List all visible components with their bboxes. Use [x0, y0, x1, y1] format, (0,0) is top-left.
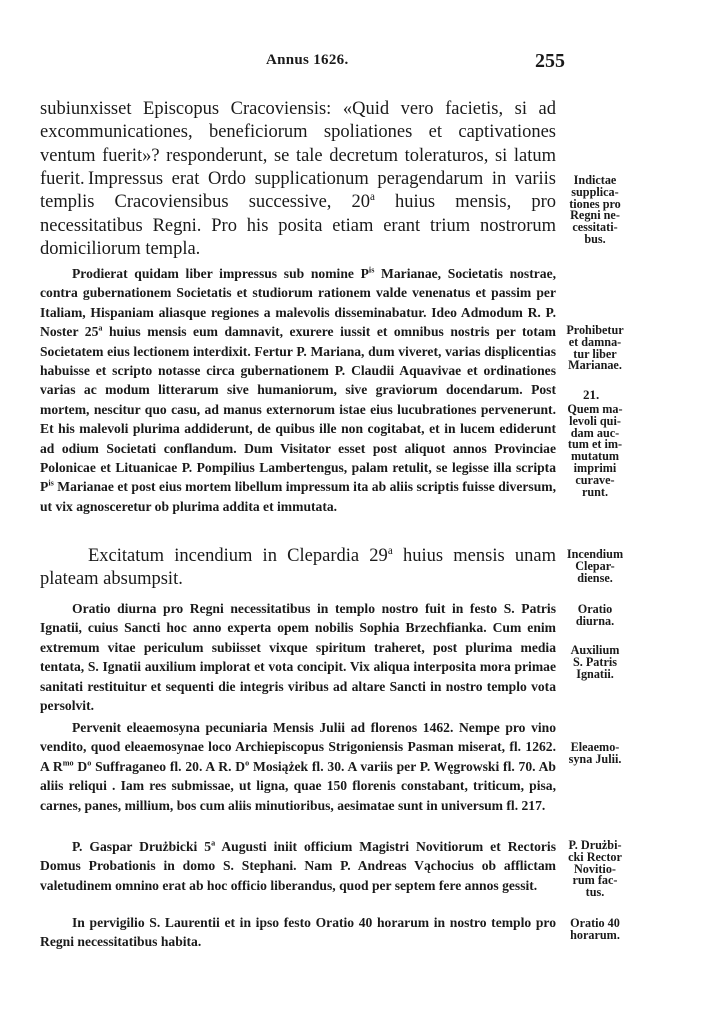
paragraph-7 [40, 837, 556, 895]
paragraph-1-text: subiunxisset Episcopus Cracoviensis: «Quid vero facietis, si ad excommunicationes, beneficiorum spoliationes et captivationes ventum fuerit»? responderunt, se tale decretum toleraturos, si latum fuerit. [40, 99, 556, 190]
paragraph-6-sup-1: mo [62, 758, 74, 768]
paragraph-4-sup: a [387, 544, 393, 557]
paragraph-7-sup: a [211, 838, 216, 848]
margin-note-supplications: Indictae supplica- tiones pro Regni ne- cessitati- bus. [569, 173, 621, 246]
margin-note-oratio-40: Oratio 40 horarum. [570, 916, 620, 942]
paragraph-8-text: In pervigilio S. Laurentii et in ipso festo Oratio 40 horarum in nostro templo pro Regni necessitatibus habita. [40, 915, 556, 950]
paragraph-8 [40, 913, 556, 952]
paragraph-6-text-c: Suffraganeo fl. 20. A R. D [91, 758, 246, 774]
paragraph-5-text: Oratio diurna pro Regni necessitatibus in templo nostro fuit in festo S. Patris Ignatii, cuius Sancti hoc anno experta opem nobilis Sophia Brzechfianka. Cum enim extremum vitae periculum subiisset vixque spiritum traheret, post plurima media tentata, S. Ignatii auxilium implorat et vota concipit. Vix aliqua interposita mora primae sanitati restituitur et sequenti die integris viribus ad altare Sancti in nostro templo vota persolvit. [40, 601, 556, 714]
margin-note-alms: Eleaemo- syna Julii. [568, 740, 622, 766]
paragraph-6-text-a: Pervenit eleaemosyna pecuniaria Mensis Julii ad florenos 1462. Nempe pro vino vendito, quod eleaemosynae loco Archiepiscopus Strigoniensis Pasman miserat, fl. 1262. A R [40, 720, 556, 774]
paragraph-3-text-a: Prodierat quidam liber impressus sub nomine P [72, 266, 369, 281]
margin-note-prohibition: Prohibetur et damna- tur liber Marianae. [566, 323, 624, 373]
paragraph-4-text-b: huius mensis unam plateam absumpsit. [40, 546, 556, 590]
paragraph-3-sup-2: a [98, 323, 103, 333]
paragraph-3-text-b: Marianae, Societatis nostrae, contra gubernationem Societatis et studiorum rationem valde venenatus et passim per Italiam, Hispaniam aliasque regiones a malevolis disseminabatur. Ideo Admodum R. P. Noster 25 [40, 266, 557, 340]
paragraph-3-text-c: huius mensis eum damnavit, exurere iussit et omnibus nostris per totam Societatem eius lectionem interdixit. Fertur P. Mariana, dum viveret, varias displicentias habuisse et scripto notasse circa gubernationem P. Claudii Aquavivae et ordinationes varias ac modum litterarum sive humaniorum, sive graviorum docendarum. Post mortem, nescitur quo casu, ad manus externorum istae eius lucubrationes pervenerunt. Et his malevoli plurima addiderunt, de quibus ille non cogitabat, et in lucem ediderunt ad odium Societati conflandum. Dum Visitator esset post aliquot annos Provinciae Polonicae et Lituanicae P. Pompilius Lambertengus, palam retulit, se legisse illa scripta P [40, 324, 556, 495]
paragraph-3 [40, 264, 556, 516]
paragraph-3-sup-3: is [48, 478, 54, 488]
margin-note-fire: Incendium Clepar- diense. [566, 547, 624, 585]
paragraph-6-sup-2: o [87, 758, 92, 768]
paragraph-7-text-b: Augusti iniit officium Magistri Novitiorum et Rectoris Domus Probationis in domo S. Stephani. Nam P. Andreas Vąchocius ob afflictam valetudinem omnino erat ab hoc officio liberandus, quod per septem fere annos gessit. [40, 839, 556, 893]
margin-note-malevoli: Quem ma- levoli qui- dam auc- tum et im- mutatum imprimi curave- runt. [567, 402, 623, 499]
paragraph-3-sup-1: is [368, 265, 375, 275]
paragraph-6-text-d: Mosiążek fl. 30. A variis per P. Węgrowski fl. 70. Ab aliis reliqui . Iam res submissae, ut ligna, quae 150 florenis constabant, triticum, pisa, carnes, panes, millium, bos cum aliis minutioribus, aesimatae sunt in universum fl. 217. [40, 758, 556, 813]
paragraph-7-text-a: P. Gaspar Drużbicki 5 [72, 839, 212, 854]
paragraph-2-text-b: huius mensis, pro necessitatibus Regni. Pro his posita etiam erant trium nostrorum domiciliorum templa. [40, 192, 556, 260]
running-header-title: Annus 1626. [266, 52, 349, 68]
paragraph-4-text-a: Excitatum incendium in Clepardia 29 [88, 546, 388, 566]
paragraph-6-text-b: D [73, 758, 88, 774]
margin-note-druzbicki: P. Drużbi- cki Rector Novitio- rum fac- tus. [568, 838, 622, 900]
paragraph-2-text-a: Impressus erat Ordo supplicationum peragendarum in variis templis Cracoviensibus successive, 20 [40, 169, 556, 213]
paragraph-3-text-d: Marianae et post eius mortem libellum impressum ita ab aliis scriptis fuisse diversum, ut vix agnosceretur ob plurima addita et immutata. [40, 479, 556, 514]
paragraph-6 [40, 718, 556, 815]
margin-note-ignatius: Auxilium S. Patris Ignatii. [570, 643, 620, 681]
paragraph-5 [40, 599, 556, 715]
paragraph-6-sup-3: o [245, 758, 250, 768]
page-number: 255 [535, 50, 565, 72]
paragraph-4 [40, 545, 556, 592]
paragraph-2 [40, 168, 556, 262]
margin-note-number: 21. [583, 387, 600, 402]
paragraph-2-sup: a [370, 191, 375, 204]
margin-note-oratio-diurna: Oratio diurna. [575, 602, 615, 628]
